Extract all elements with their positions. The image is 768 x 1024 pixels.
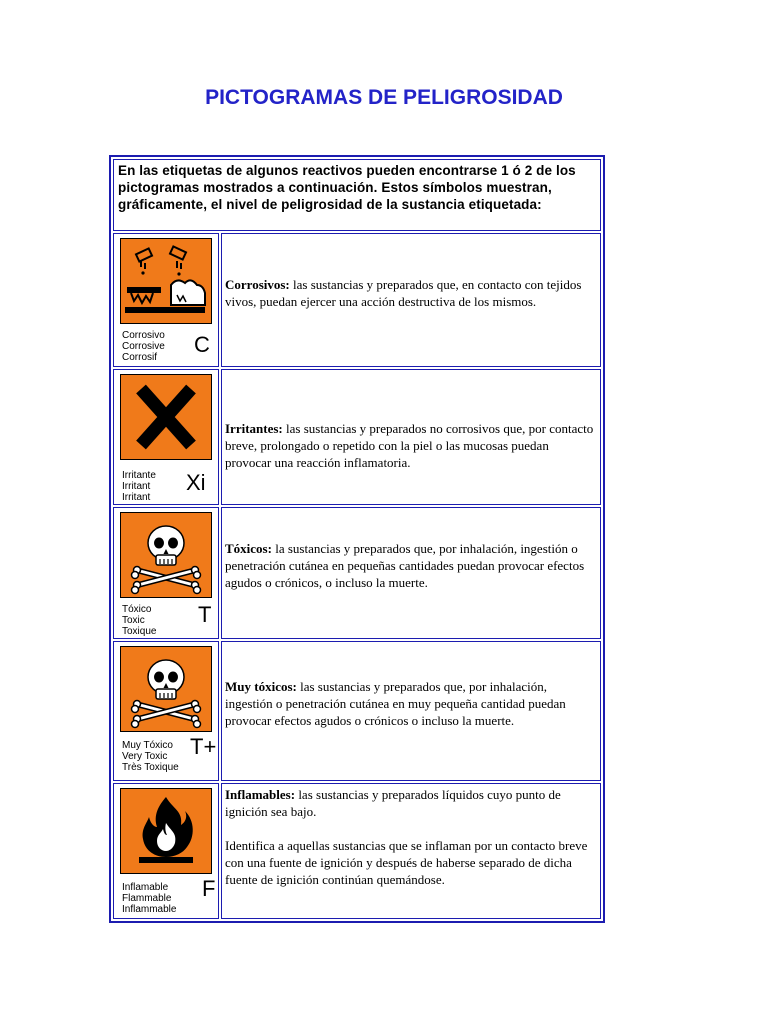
pictogram-labels [122,740,179,773]
hazard-term: Irritantes: [225,421,283,436]
pictograms-table [109,155,605,923]
description-cell [221,783,601,919]
table-row [113,783,601,919]
pictogram-labels [122,470,156,503]
irritant-x-icon [120,374,212,460]
pictogram-cell [113,369,219,505]
description-cell [221,507,601,639]
table-row [113,369,601,505]
hazard-code: T+ [190,734,217,759]
label-fr: Irritant [122,492,151,503]
label-en: Toxic [122,615,145,626]
hazard-term: Corrosivos: [225,277,290,292]
label-es: Irritante [122,470,156,481]
hazard-description: las sustancias y preparados no corrosivos que, por contacto breve, prolongado o repetido con la piel o las mucosas puedan provocar una reacción inflamatoria. [225,421,594,470]
hazard-code: T [198,602,212,627]
label-en: Corrosive [122,341,165,352]
label-en: Very Toxic [122,751,168,762]
page-title: PICTOGRAMAS DE PELIGROSIDAD [205,86,563,109]
label-es: Inflamable [122,882,169,893]
label-fr: Toxique [122,626,157,637]
hazard-code: Xi [186,470,206,495]
hazard-description: las sustancias y preparados líquidos cuyo punto de ignición sea bajo. [225,787,561,819]
intro-text: En las etiquetas de algunos reactivos pueden encontrarse 1 ó 2 de los pictogramas mostrados a continuación. Estos símbolos muestran, gráficamente, el nivel de peligrosidad de la sustancia etiquetada: [113,159,601,231]
hazard-description: las sustancias y preparados que, en contacto con tejidos vivos, puedan ejercer una acción destructiva de los mismos. [225,277,582,309]
pictogram-cell [113,641,219,781]
label-fr: Très Toxique [122,762,179,773]
label-en: Irritant [122,481,151,492]
description-cell [221,233,601,367]
corrosive-icon [120,238,212,324]
label-fr: Inflammable [122,904,177,915]
label-es: Muy Tóxico [122,740,173,751]
hazard-code: C [194,332,210,357]
table-row [113,233,601,367]
skull-crossbones-icon [120,646,212,732]
description-cell [221,369,601,505]
hazard-code: F [202,876,216,901]
flame-icon [120,788,212,874]
label-es: Corrosivo [122,330,165,341]
description-cell [221,641,601,781]
hazard-term: Tóxicos: [225,541,272,556]
label-en: Flammable [122,893,172,904]
hazard-description: la sustancias y preparados que, por inhalación, ingestión o penetración cutánea en pequeñas cantidades puedan provocar efectos agudos o crónicos, o incluso la muerte. [225,541,585,590]
table-row [113,641,601,781]
label-fr: Corrosif [122,352,158,363]
pictogram-labels [122,882,176,915]
pictogram-labels [122,330,165,363]
pictogram-labels [122,604,156,637]
hazard-term: Inflamables: [225,787,296,802]
pictogram-cell [113,233,219,367]
hazard-extra-description: Identifica a aquellas sustancias que se inflaman por un contacto breve con una fuente de ignición y después de haberse separado de dicha fuente de ignición continúan quemándose. [225,838,588,887]
label-es: Tóxico [122,604,152,615]
hazard-term: Muy tóxicos: [225,679,297,694]
pictogram-cell [113,507,219,639]
pictogram-cell [113,783,219,919]
hazard-description: las sustancias y preparados que, por inhalación, ingestión o penetración cutánea en muy pequeña cantidad puedan provocar efectos agudos o crónicos o incluso la muerte. [225,679,566,728]
table-row [113,507,601,639]
skull-crossbones-icon [120,512,212,598]
